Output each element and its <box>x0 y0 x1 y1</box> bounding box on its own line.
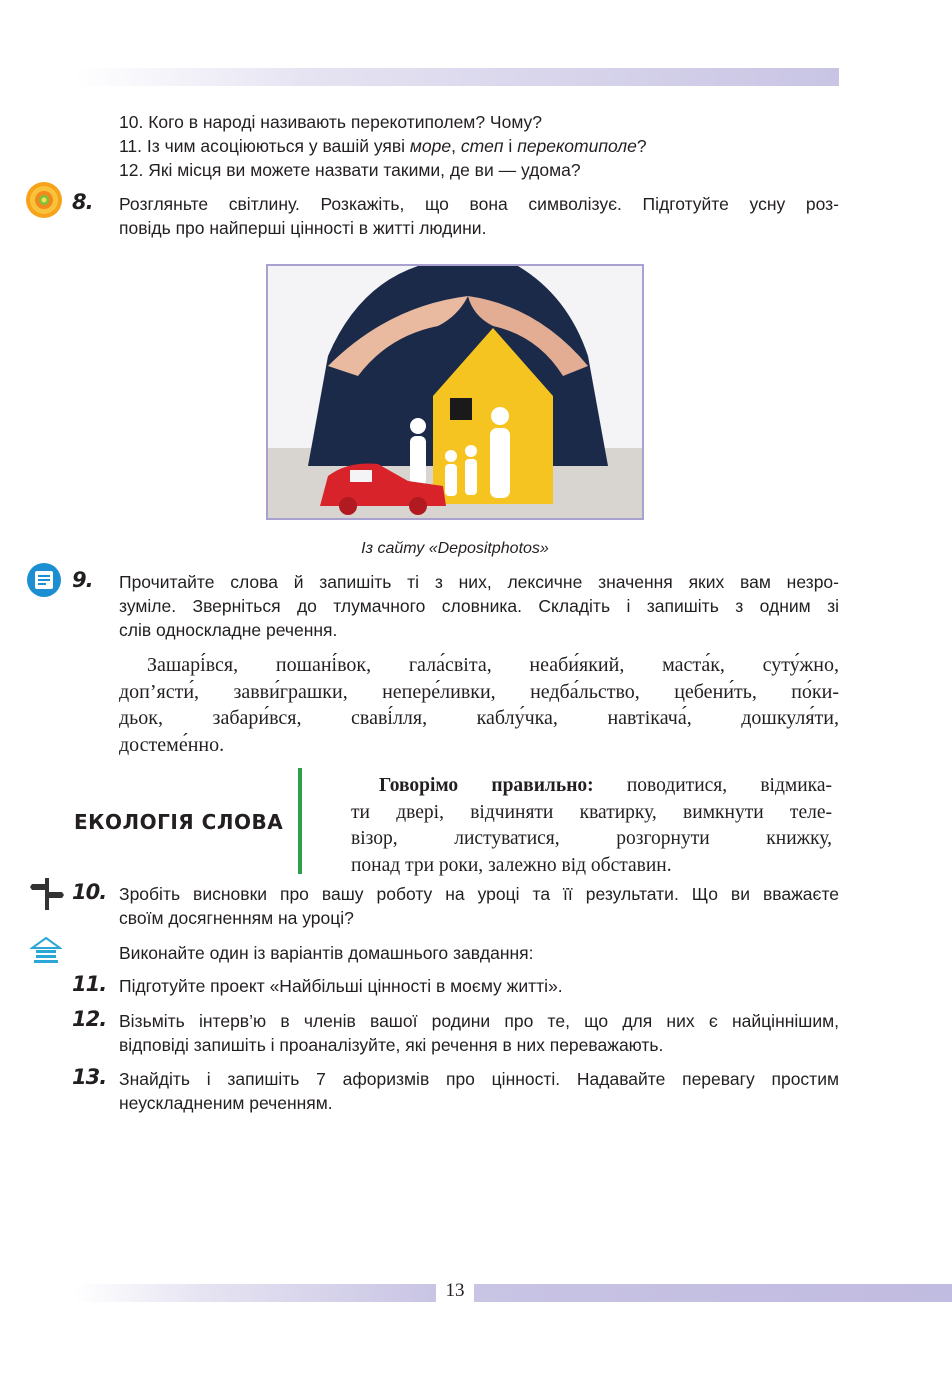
homework-intro: Виконайте один із варіантів домашнього завдання: <box>119 943 534 963</box>
task-12-number: 12. <box>72 1007 107 1031</box>
task-11-text: Підготуйте проект «Найбільші цінності в моєму житті». <box>119 976 563 996</box>
task-12-text: Візьміть інтерв’ю в членів вашої родини про те, що для них є найціннішим, відповіді запишіть і проаналізуйте, які речення в них переважають. <box>119 1011 839 1055</box>
family-house-photo <box>266 264 644 520</box>
question-10: 10. Кого в народі називають перекотиполем? Чому? <box>119 112 543 132</box>
question-12: 12. Які місця ви можете назвати такими, де ви — удома? <box>119 160 581 180</box>
question-11: 11. Із чим асоціюються у вашій уяві море, степ і перекотиполе? <box>119 136 647 156</box>
photo-caption: Із сайту «Depositphotos» <box>361 540 549 557</box>
task-10-text: Зробіть висновки про вашу роботу на уроці та її результати. Що ви вважаєте своїм досягненням на уроці? <box>119 884 839 928</box>
section-divider <box>298 768 302 874</box>
ecology-title: ЕКОЛОГІЯ СЛОВА <box>74 810 284 834</box>
task-8-number: 8. <box>72 190 93 214</box>
task-9-number: 9. <box>72 568 93 592</box>
task-11-number: 11. <box>72 972 107 996</box>
task-8-text: Розгляньте світлину. Розкажіть, що вона символізує. Підготуйте усну роз- повідь про найперші цінності в житті людини. <box>119 194 839 238</box>
bottom-decor-bar-right <box>474 1284 952 1302</box>
page-number: 13 <box>445 1280 465 1301</box>
speak-correctly-box: Говорімо правильно: поводитися, відмика- ти двері, відчиняти кватирку, вимкнути теле- візор, листуватися, розгорнути книжку, понад три роки, залежно від обставин. <box>351 775 832 876</box>
word-list: Зашарі́вся, пошані́вок, гала́світа, неаби́який, маста́к, суту́жно, доп’ясти́, завви́грашки, непере́ливки, недба́льство, цебени́ть, по́ки- дьок, забари́вся, сваві́лля, каблу́чка, навтікача́, дошкуля́ти, достеме́нно. <box>119 654 839 756</box>
top-decor-bar <box>74 68 839 86</box>
signpost-icon <box>30 876 64 912</box>
task-10-number: 10. <box>72 880 107 904</box>
task-9-text: Прочитайте слова й запишіть ті з них, лексичне значення яких вам незро- зуміле. Зверніться до тлумачного словника. Складіть і запишіть з одним зі слів односкладне речення. <box>119 572 839 640</box>
dictionary-icon <box>24 562 64 598</box>
task-13-text: Знайдіть і запишіть 7 афоризмів про цінності. Надавайте перевагу простим неускладненим реченням. <box>119 1069 839 1113</box>
bottom-decor-bar-left <box>74 1284 436 1302</box>
homework-house-icon <box>30 936 62 964</box>
task-13-number: 13. <box>72 1065 107 1089</box>
speech-sun-icon <box>24 180 64 220</box>
